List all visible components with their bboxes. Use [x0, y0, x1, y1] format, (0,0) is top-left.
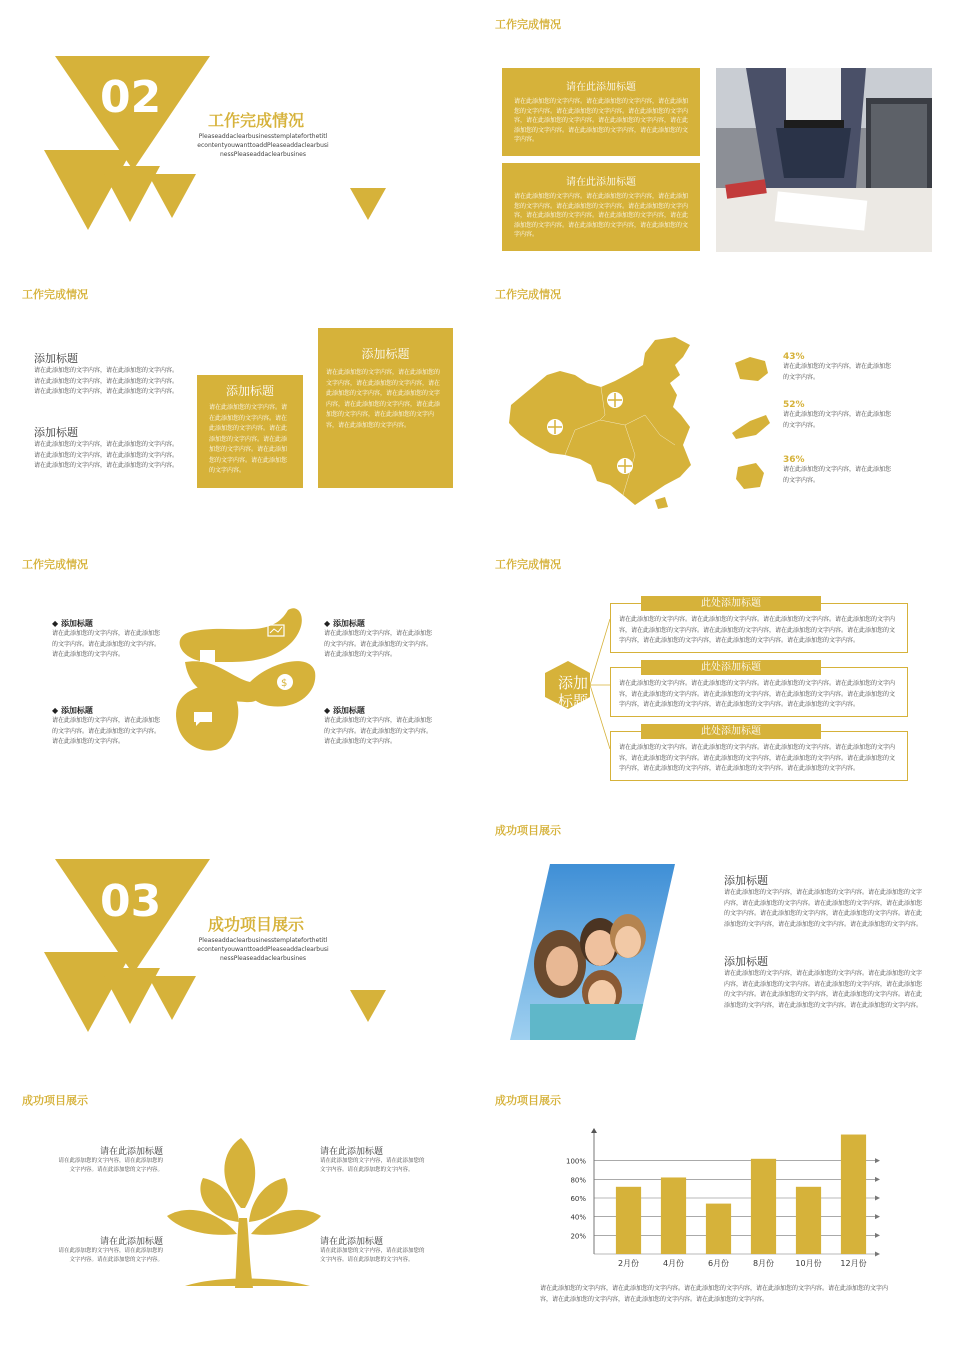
item-3: ◆ 添加标题 请在此添加您的文字内容，请在此添加您的文字内容。请在此添加您的文字内容。请在此添加您的文字内容。	[324, 618, 436, 661]
card-2	[502, 163, 700, 251]
svg-text:$: $	[281, 678, 288, 689]
x-tick-label: 10月份	[795, 1259, 822, 1268]
stat-1-value: 43%	[783, 352, 805, 362]
left-block-2-body: 请在此添加您的文字内容，请在此添加您的文字内容。请在此添加您的文字内容，请在此添加您的文字内容。请在此添加您的文字内容，请在此添加您的文字内容。	[34, 441, 179, 469]
y-tick-label: 60%	[570, 1195, 586, 1203]
item-1: ◆ 添加标题 请在此添加您的文字内容，请在此添加您的文字内容。请在此添加您的文字内容。请在此添加您的文字内容。	[52, 618, 164, 661]
chart-caption: 请在此添加您的文字内容，请在此添加您的文字内容。请在此添加您的文字内容，请在此添加您的文字内容。请在此添加您的文字内容，请在此添加您的文字内容，请在此添加您的文字内容。请在此添加您的文字内容。	[540, 1285, 889, 1303]
slide-success-photo	[480, 806, 950, 1068]
x-tick-label: 8月份	[752, 1259, 775, 1268]
tree-item-4-title: 请在此添加标题	[320, 1237, 384, 1247]
tree-icon	[165, 1138, 325, 1288]
y-tick-label: 80%	[570, 1176, 586, 1185]
stat-2-value: 52%	[783, 400, 805, 410]
grid-arrow	[875, 1233, 880, 1238]
hexagon-label-line1: 添加	[557, 674, 588, 692]
slide-header: 工作完成情况	[22, 558, 88, 571]
tree-item-4-body: 请在此添加您的文字内容，请在此添加您的文字内容。请在此添加您的文字内容。	[320, 1248, 425, 1263]
x-tick-label: 2月份	[617, 1259, 640, 1268]
slide-success-chart	[480, 1076, 950, 1338]
section-number: 02	[100, 72, 162, 123]
slide-section-03	[0, 806, 470, 1068]
grid-arrow	[875, 1177, 880, 1182]
slide-work-droplets	[0, 540, 470, 802]
x-tick-label: 6月份	[707, 1259, 730, 1268]
right-card-body: 请在此添加您的文字内容，请在此添加您的文字内容，请在此添加您的文字内容，请在此添加您的文字内容，请在此添加您的文字内容，请在此添加您的文字内容，请在此添加您的文字内容，请在此添加您的文字内容，请在此添加您的文字内容。	[326, 369, 441, 429]
hexagon-label	[545, 674, 601, 710]
slide-header: 工作完成情况	[495, 558, 561, 571]
mid-card	[197, 375, 303, 488]
stat-1-body: 请在此添加您的文字内容，请在此添加您的文字内容。	[783, 363, 892, 381]
section-title: 成功项目展示	[208, 915, 305, 934]
text-block-2-body: 请在此添加您的文字内容，请在此添加您的文字内容。请在此添加您的文字内容，请在此添加您的文字内容。请在此添加您的文字内容，请在此添加您的文字内容。请在此添加您的文字内容，请在此添加您的文字内容。请在此添加您的文字内容，请在此添加您的文字内容。请在此添加您的文字内容。	[724, 970, 923, 1009]
right-card	[318, 328, 453, 488]
tree-item-4	[320, 1234, 428, 1265]
grid-arrow	[875, 1158, 880, 1163]
bar-12月份	[841, 1135, 866, 1254]
section-subtitle: PleaseaddaclearbusinesstemplateforthetitlecontentyouwanttoaddPleaseaddaclearbusinessPleaseaddaclearbusines	[197, 937, 329, 962]
x-tick-label: 12月份	[840, 1259, 867, 1268]
item-2: ◆ 添加标题 请在此添加您的文字内容，请在此添加您的文字内容。请在此添加您的文字内容。请在此添加您的文字内容。	[52, 705, 164, 748]
bar-6月份	[706, 1204, 731, 1254]
stat-3-value: 36%	[783, 455, 805, 465]
card-1	[502, 68, 700, 156]
stat-2-body: 请在此添加您的文字内容，请在此添加您的文字内容。	[783, 411, 892, 429]
card-1-title: 请在此添加标题	[566, 82, 636, 93]
text-block-1-body: 请在此添加您的文字内容，请在此添加您的文字内容。请在此添加您的文字内容，请在此添加您的文字内容。请在此添加您的文字内容，请在此添加您的文字内容。请在此添加您的文字内容，请在此添加您的文字内容。请在此添加您的文字内容，请在此添加您的文字内容。请在此添加您的文字内容。	[724, 889, 923, 928]
section-subtitle: PleaseaddaclearbusinesstemplateforthetitlecontentyouwanttoaddPleaseaddaclearbusinessPleaseaddaclearbusines	[197, 133, 329, 158]
list-item-1-title: 此处添加标题	[641, 596, 821, 611]
text-block-2-title: 添加标题	[724, 955, 768, 968]
text-block-1-title: 添加标题	[724, 874, 768, 887]
card-1-body: 请在此添加您的文字内容。请在此添加您的文字内容，请在此添加您的文字内容。请在此添加您的文字内容。请在此添加您的文字内容，请在此添加您的文字内容。请在此添加您的文字内容，请在此添加您的文字内容。请在此添加您的文字内容，请在此添加您的文字内容。	[514, 98, 689, 143]
region-islands	[730, 355, 775, 495]
item-3-body: 请在此添加您的文字内容，请在此添加您的文字内容。请在此添加您的文字内容。请在此添加您的文字内容。	[324, 630, 433, 658]
y-tick-label: 40%	[570, 1213, 586, 1222]
slide-header: 成功项目展示	[22, 1094, 88, 1107]
x-tick-label: 4月份	[662, 1259, 685, 1268]
y-tick-label: 100%	[565, 1157, 586, 1166]
section-title: 工作完成情况	[208, 111, 305, 130]
tree-item-1-body: 请在此添加您的文字内容，请在此添加您的文字内容。请在此添加您的文字内容。	[58, 1158, 163, 1173]
tree-item-1	[55, 1144, 163, 1175]
left-block-2	[34, 424, 182, 472]
tree-item-3	[320, 1144, 428, 1175]
y-axis-arrow	[591, 1128, 597, 1133]
section-triangles	[0, 0, 470, 262]
tree-item-2-body: 请在此添加您的文字内容，请在此添加您的文字内容。请在此添加您的文字内容。	[58, 1248, 163, 1263]
text-block-2	[724, 953, 924, 1011]
item-1-body: 请在此添加您的文字内容，请在此添加您的文字内容。请在此添加您的文字内容。请在此添加您的文字内容。	[52, 630, 161, 658]
bar-8月份	[751, 1159, 776, 1254]
slide-header: 成功项目展示	[495, 824, 561, 837]
item-4-body: 请在此添加您的文字内容，请在此添加您的文字内容。请在此添加您的文字内容。请在此添加您的文字内容。	[324, 717, 433, 745]
list-item-2	[610, 662, 908, 717]
bar-10月份	[796, 1187, 821, 1254]
list-item-2-body: 请在此添加您的文字内容。请在此添加您的文字内容。请在此添加您的文字内容。请在此添加您的文字内容，请在此添加您的文字内容。请在此添加您的文字内容，请在此添加您的文字内容。请在此添加您的文字内容，请在此添加您的文字内容，请在此添加您的文字内容。请在此添加您的文字内容。	[619, 680, 896, 708]
slide-header: 工作完成情况	[495, 288, 561, 301]
droplet-graphic	[170, 602, 320, 762]
list-item-1	[610, 598, 908, 653]
tree-item-2	[55, 1234, 163, 1265]
left-block-1-title: 添加标题	[34, 352, 78, 365]
hexagon-label-line2: 标题	[557, 692, 588, 710]
grid-arrow	[875, 1196, 880, 1201]
stat-1	[783, 352, 893, 383]
item-2-title: 添加标题	[60, 706, 93, 715]
slide-header: 工作完成情况	[22, 288, 88, 301]
slide-work-columns	[0, 270, 470, 532]
tree-item-3-body: 请在此添加您的文字内容，请在此添加您的文字内容。请在此添加您的文字内容。	[320, 1158, 425, 1173]
slide-work-hexlist	[480, 540, 950, 802]
section-number: 03	[100, 876, 162, 927]
text-block-1	[724, 872, 924, 930]
list-item-3-body: 请在此添加您的文字内容。请在此添加您的文字内容。请在此添加您的文字内容。请在此添加您的文字内容，请在此添加您的文字内容。请在此添加您的文字内容，请在此添加您的文字内容。请在此添加您的文字内容，请在此添加您的文字内容，请在此添加您的文字内容。请在此添加您的文字内容。	[619, 744, 896, 772]
bar-chart	[550, 1126, 890, 1276]
family-photo	[510, 864, 675, 1040]
china-map	[505, 335, 715, 510]
list-item-3	[610, 726, 908, 781]
slide-header: 工作完成情况	[495, 18, 561, 31]
y-tick-label: 20%	[570, 1232, 586, 1241]
tree-item-1-title: 请在此添加标题	[99, 1147, 163, 1157]
right-card-title: 添加标题	[361, 347, 410, 361]
list-item-1-body: 请在此添加您的文字内容。请在此添加您的文字内容。请在此添加您的文字内容。请在此添加您的文字内容，请在此添加您的文字内容。请在此添加您的文字内容，请在此添加您的文字内容。请在此添加您的文字内容，请在此添加您的文字内容，请在此添加您的文字内容。请在此添加您的文字内容。	[619, 616, 896, 644]
bar-4月份	[661, 1177, 686, 1254]
stat-3-body: 请在此添加您的文字内容，请在此添加您的文字内容。	[783, 466, 892, 484]
tree-item-2-title: 请在此添加标题	[99, 1237, 163, 1247]
item-1-title: 添加标题	[60, 619, 93, 628]
item-4-title: 添加标题	[332, 706, 365, 715]
grid-arrow	[875, 1214, 880, 1219]
stat-2	[783, 400, 893, 431]
grid-arrow	[875, 1252, 880, 1257]
slide-header: 成功项目展示	[495, 1094, 561, 1107]
slide-success-tree	[0, 1076, 470, 1338]
bar-2月份	[616, 1187, 641, 1254]
left-block-1-body: 请在此添加您的文字内容，请在此添加您的文字内容。请在此添加您的文字内容，请在此添加您的文字内容。请在此添加您的文字内容，请在此添加您的文字内容。	[34, 367, 179, 395]
office-photo	[716, 68, 932, 252]
card-2-body: 请在此添加您的文字内容。请在此添加您的文字内容，请在此添加您的文字内容。请在此添加您的文字内容。请在此添加您的文字内容，请在此添加您的文字内容。请在此添加您的文字内容，请在此添加您的文字内容。请在此添加您的文字内容，请在此添加您的文字内容。	[514, 193, 689, 238]
mid-card-title: 添加标题	[225, 384, 274, 398]
calendar-icon	[200, 650, 215, 662]
item-4: ◆ 添加标题 请在此添加您的文字内容，请在此添加您的文字内容。请在此添加您的文字内容。请在此添加您的文字内容。	[324, 705, 436, 748]
item-3-title: 添加标题	[332, 619, 365, 628]
item-2-body: 请在此添加您的文字内容，请在此添加您的文字内容。请在此添加您的文字内容。请在此添加您的文字内容。	[52, 717, 161, 745]
left-block-2-title: 添加标题	[34, 426, 78, 439]
list-item-2-title: 此处添加标题	[641, 660, 821, 675]
stat-3	[783, 455, 893, 486]
slide-section-02	[0, 0, 470, 262]
slide-work-map	[480, 270, 950, 532]
slide-work-cards	[480, 0, 950, 262]
list-item-3-title: 此处添加标题	[641, 724, 821, 739]
mid-card-body: 请在此添加您的文字内容。请在此添加您的文字内容。请在此添加您的文字内容。请在此添加您的文字内容。请在此添加您的文字内容。请在此添加您的文字内容。请在此添加您的文字内容。	[209, 404, 288, 474]
tree-item-3-title: 请在此添加标题	[320, 1147, 384, 1157]
left-block-1	[34, 350, 182, 398]
card-2-title: 请在此添加标题	[566, 177, 636, 188]
